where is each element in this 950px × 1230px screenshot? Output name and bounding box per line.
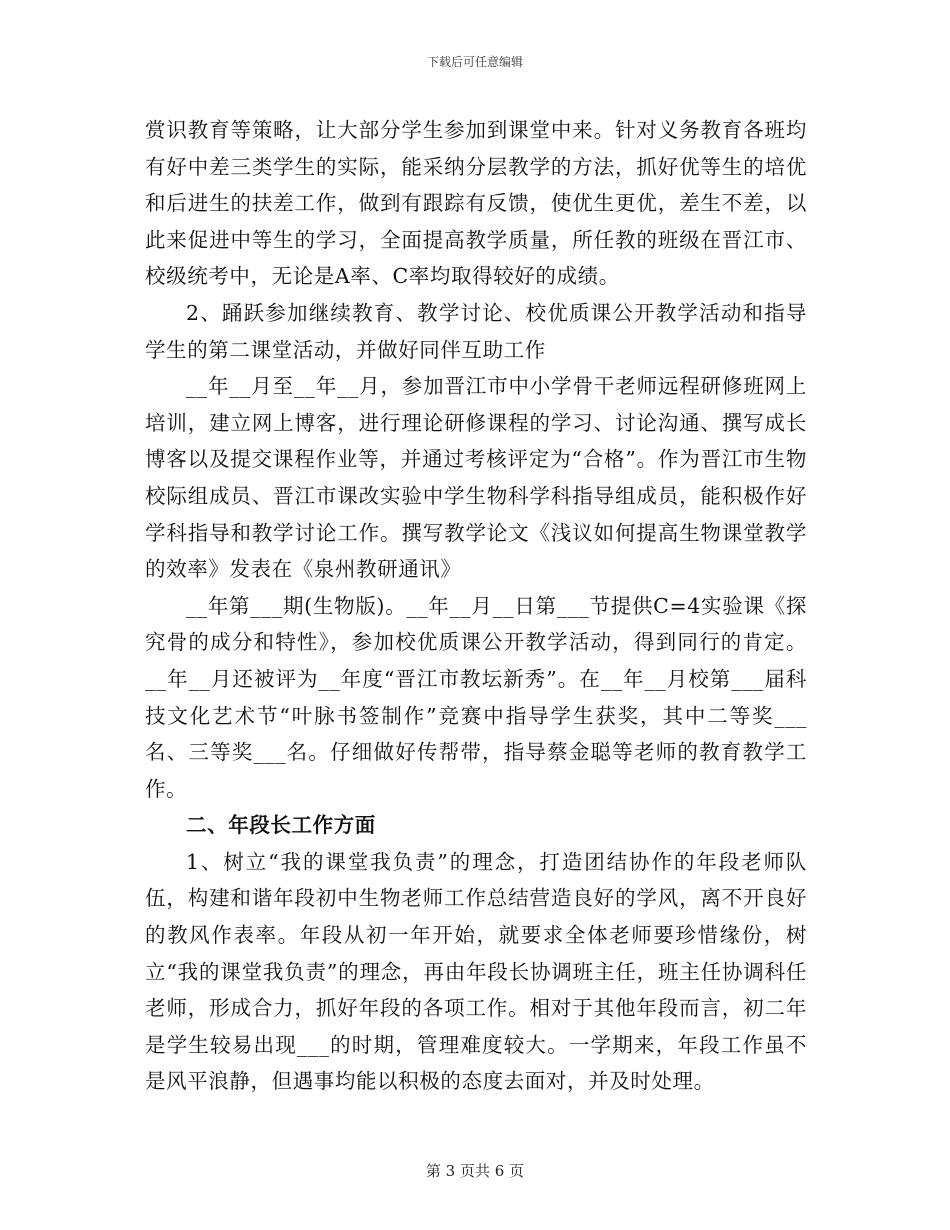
- page-header: 下载后可任意编辑: [426, 55, 523, 69]
- section-heading: 二、年段长工作方面: [186, 813, 376, 838]
- paragraph-grade-leader: 1、树立“我的课堂我负责”的理念，打造团结协作的年段老师队伍，构建和谐年段初中生物老师工作总结营造良好的学风，离不开良好的教风作表率。年段从初一年开始，就要求全体老师要珍惜缘份，树立“我的课堂我负责”的理念，再由年段长协调班主任，班主任协调科任老师，形成合力，抓好年段的各项工作。相对于其他年段而言，初二年是学生较易出现___的时期，管理难度较大。一学期来，年段工作虽不是风平浪静，但遇事均能以积极的态度去面对，并及时处理。: [145, 849, 807, 1094]
- paragraph-continuing-education: 2、踊跃参加继续教育、教学讨论、校优质课公开教学活动和指导学生的第二课堂活动，并做好同伴互助工作: [145, 300, 807, 362]
- paragraph-open-class: __年第___期(生物版)。__年__月__日第___节提供C=4实验课《探究骨的成分和特性》，参加校优质课公开教学活动，得到同行的肯定。__年__月还被评为__年度“晋江市教坛新秀”。在__年__月校第___届科技文化艺术节“叶脉书签制作”竞赛中指导学生获奖，其中二等奖___名、三等奖___名。仔细做好传帮带，指导蔡金聪等老师的教育教学工作。: [145, 593, 807, 801]
- paragraph-remote-training: __年__月至__年__月，参加晋江市中小学骨干老师远程研修班网上培训，建立网上博客，进行理论研修课程的学习、讨论沟通、撰写成长博客以及提交课程作业等，并通过考核评定为“合格”。作为晋江市生物校际组成员、晋江市课改实验中学生物科学科指导组成员，能积极作好学科指导和教学讨论工作。撰写教学论文《浅议如何提高生物课堂教学的效率》发表在《泉州教研通讯》: [145, 374, 807, 582]
- page-footer: 第 3 页共 6 页: [425, 1162, 525, 1180]
- document-body: [145, 112, 807, 1100]
- paragraph-continuation: 赏识教育等策略，让大部分学生参加到课堂中来。针对义务教育各班均有好中差三类学生的实际，能采纳分层教学的方法，抓好优等生的培优和后进生的扶差工作，做到有跟踪有反馈，使优生更优，差生不差，以此来促进中等生的学习，全面提高教学质量，所任教的班级在晋江市、校级统考中，无论是A率、C率均取得较好的成绩。: [145, 118, 807, 289]
